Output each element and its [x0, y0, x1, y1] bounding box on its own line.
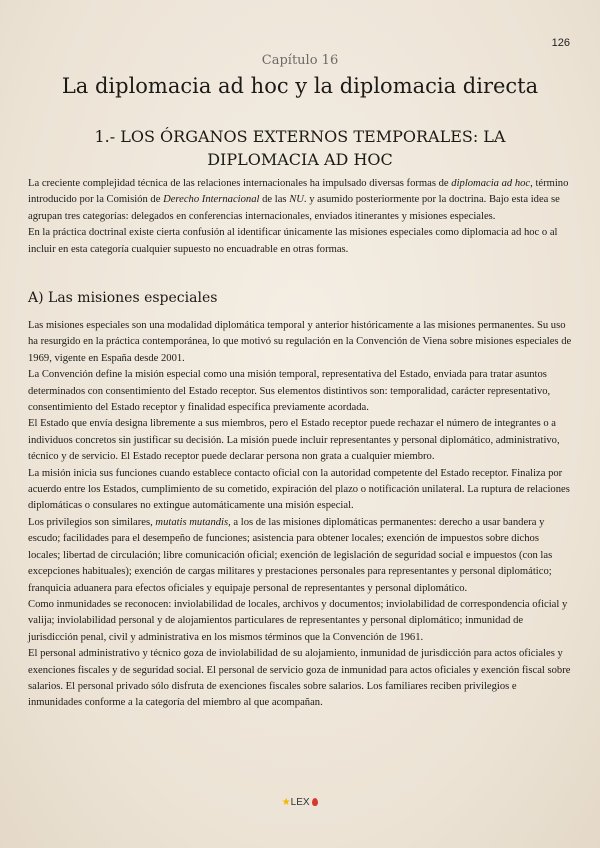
- text-run: de las: [259, 194, 290, 206]
- main-paragraph-5: [28, 515, 573, 597]
- main-paragraph-3: El Estado que envía designa libremente a sus miembros, pero el Estado receptor puede rechazar el número de integrantes o a individuos concretos sin justificar su decisión. La misión puede incluir representantes y personal diplomático, administrativo, técnico y de servicio. El Estado receptor puede declarar persona non grata a cualquier miembro.: [28, 418, 560, 463]
- text-run: Los privilegios son similares,: [28, 516, 156, 528]
- main-paragraph-6: Como inmunidades se reconocen: inviolabilidad de locales, archivos y documentos; inviolabilidad de correspondencia oficial y valija; inviolabilidad personal y de alojamientos particulares de representantes y personal diplomático; inmunidad de jurisdicción penal, civil y administrativa en los mismos términos que la Convención de 1961.: [28, 598, 568, 643]
- text-run: , término introducido por la Comisión de: [28, 178, 569, 206]
- emphasis: Derecho Internacional: [163, 194, 260, 206]
- main-paragraph-1: Las misiones especiales son una modalidad diplomática temporal y anterior históricamente a las misiones permanentes. Su uso ha resurgido en la práctica contemporánea, lo que motivó su regulación en la Convención de Viena sobre misiones especiales de 1969, vigente en España desde 2001.: [28, 320, 572, 364]
- intro-paragraph-2: En la práctica doctrinal existe cierta confusión al identificar únicamente las misiones especiales como diplomacia ad hoc o al incluir en esta categoría cualquier supuesto no encuadrable en otras formas.: [28, 227, 558, 255]
- footer-logo: [0, 797, 600, 808]
- main-paragraph-7: El personal administrativo y técnico goza de inviolabilidad de su alojamiento, inmunidad de jurisdicción para actos oficiales y exenciones fiscales y de seguridad social. El personal de servicio goza de inmunidad para actos oficiales y exención fiscal sobre salarios. El personal privado sólo disfruta de exenciones fiscales sobre salarios. Los familiares reciben privilegios e inmunidades conforme a la categoría del miembro al que acompañan.: [28, 648, 571, 709]
- text-run: La creciente complejidad técnica de las relaciones internacionales ha impulsado diversas formas de: [28, 178, 452, 189]
- main-paragraph-2: La Convención define la misión especial como una misión temporal, representativa del Estado, enviada para tratar asuntos determinados con consentimiento del Estado receptor. Sus elementos distintivos son: temporalidad, carácter representativo, consentimiento del Estado receptor y finalidad específica previamente acordada.: [28, 369, 551, 414]
- chapter-label: Capítulo 16: [261, 53, 339, 68]
- page-number: 126: [551, 37, 570, 49]
- main-paragraph-4: La misión inicia sus funciones cuando establece contacto oficial con la autoridad competente del Estado receptor. Finaliza por acuerdo entre los Estados, cumplimiento de su cometido, expiración del plazo o notificación unilateral. La ruptura de relaciones diplomáticas o consulares no extingue automáticamente una misión especial.: [28, 467, 570, 512]
- drop-icon: [312, 798, 318, 806]
- main-text: [28, 318, 573, 712]
- footer-logo-text: LEX: [290, 797, 310, 808]
- chapter-title: La diplomacia ad hoc y la diplomacia directa: [61, 74, 539, 98]
- emphasis: diplomacia ad hoc: [451, 178, 531, 189]
- text-run: , a los de las misiones diplomáticas permanentes: derecho a usar bandera y escudo; facilidades para el desempeño de funciones; asistencia para obtener locales; exención de impuestos sobre dichos locales; libertad de circulación; libre comunicación oficial; exención de legislación de seguridad social e impuestos (con las excepciones habituales); exención de cargas militares y prestaciones personales para representantes y personal diplomático; franquicia aduanera para efectos oficiales y equipaje personal de representantes y personal diplomático.: [28, 516, 553, 594]
- emphasis: NU: [289, 194, 304, 206]
- section-title: 1.- LOS ÓRGANOS EXTERNOS TEMPORALES: LA DIPLOMACIA AD HOC: [94, 127, 506, 169]
- subsection-title: A) Las misiones especiales: [28, 290, 218, 306]
- text-run: . y asumido posteriormente por la doctrina. Bajo esta idea se agrupan tres categorías: delegados en conferencias internacionales, enviados itinerantes y misiones especiales.: [28, 194, 560, 222]
- star-icon: ★: [281, 797, 291, 808]
- intro-text: [28, 176, 573, 258]
- intro-paragraph-1: [28, 176, 573, 225]
- emphasis: mutatis mutandis: [155, 516, 229, 528]
